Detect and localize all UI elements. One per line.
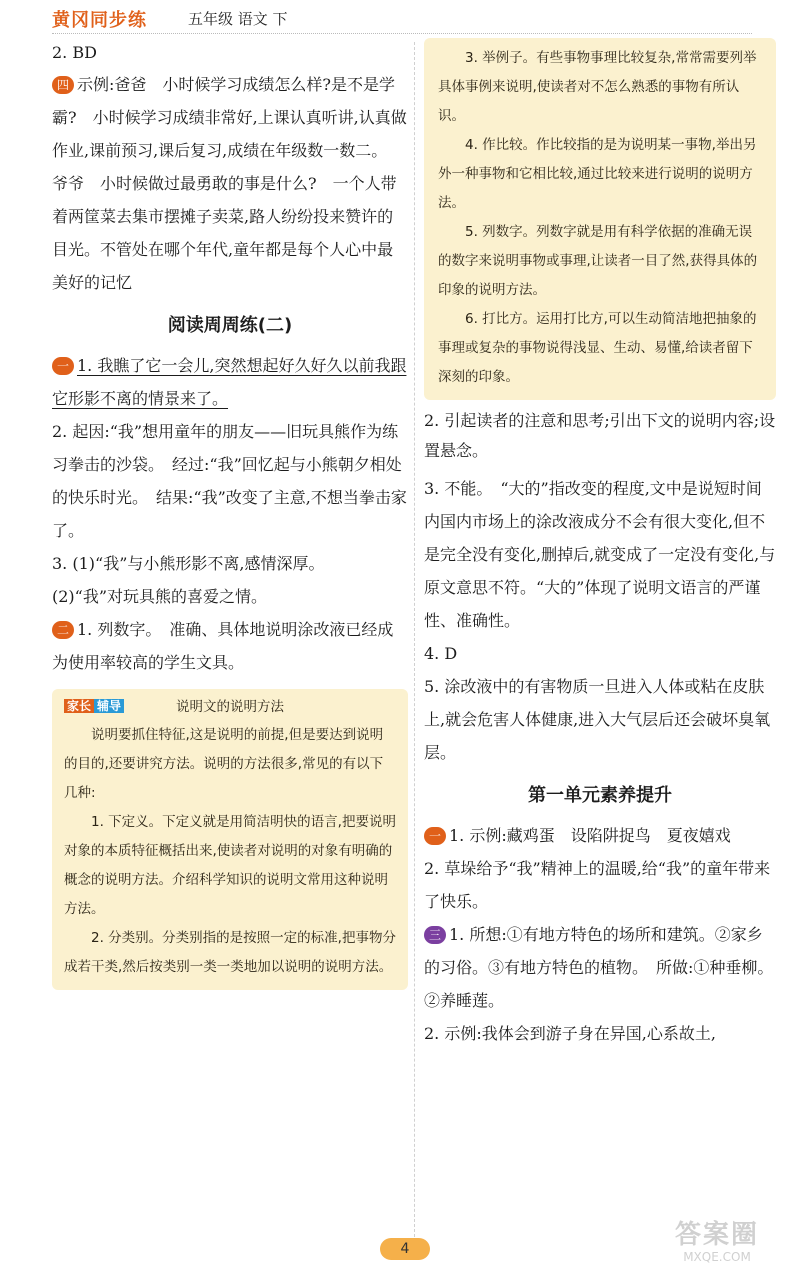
tip-paragraph: 1. 下定义。下定义就是用简洁明快的语言,把要说明对象的本质特征概括出来,使读者对说明的对象有明确的概念的说明方法。介绍科学知识的说明文常用这种说明方法。 [64, 814, 396, 917]
answer-q2: 2. 起因:“我”想用童年的朋友——旧玩具熊作为练习拳击的沙袋。 经过:“我”回忆起与小熊朝夕相处的快乐时光。 结果:“我”改变了主意,不想当拳击家了。 [52, 422, 407, 540]
watermark-domain: MXQE.COM [683, 1250, 751, 1264]
section-badge: 一 [424, 827, 446, 845]
parent-tip-box [52, 689, 408, 990]
section-four [52, 68, 408, 299]
tip-box-header [64, 693, 396, 721]
section-text: 1. 所想:①有地方特色的场所和建筑。②家乡的习俗。③有地方特色的植物。 所做:①种垂柳。②养睡莲。 [424, 925, 774, 1010]
label-part: 辅导 [94, 699, 124, 713]
answer-q4: 4. D [424, 644, 458, 663]
tip-paragraph: 6. 打比方。运用打比方,可以生动简洁地把抽象的事理或复杂的事物说得浅显、生动、易懂,给读者留下深刻的印象。 [438, 311, 757, 385]
tip-paragraph: 5. 列数字。列数字就是用有科学依据的准确无误的数字来说明事物或事理,让读者一目了然,获得具体的印象的说明方法。 [438, 224, 758, 298]
left-column [52, 38, 408, 990]
answer-u3 [424, 918, 776, 1017]
answer-q3a: 3. (1)“我”与小熊形影不离,感情深厚。 [52, 554, 325, 573]
right-column [424, 38, 776, 1050]
label-part: 家长 [64, 699, 94, 713]
section-text: 1. 示例:藏鸡蛋 设陷阱捉鸟 夏夜嬉戏 [449, 826, 731, 845]
answer-u4: 2. 示例:我体会到游子身在异国,心系故土, [424, 1024, 716, 1043]
section-text: 1. 列数字。 准确、具体地说明涂改液已经成为使用率较高的学生文具。 [52, 620, 394, 672]
answer-q2: 2. 引起读者的注意和思考;引出下文的说明内容;设置悬念。 [424, 411, 776, 460]
section-title: 阅读周周练(二) [167, 315, 293, 336]
answer-line: 2. BD [52, 43, 97, 62]
tip-paragraph: 2. 分类别。分类别指的是按照一定的标准,把事物分成若干类,然后按类别一类一类地加以说明的说明方法。 [64, 930, 396, 975]
answer-s2 [52, 613, 408, 679]
answer-q3: 3. 不能。 “大的”指改变的程度,文中是说短时间内国内市场上的涂改液成分不会有很大变化,但不是完全没有变化,删掉后,就变成了一定没有变化,与原文意思不符。“大的”体现了说明文语言的严谨性、准确性。 [424, 479, 776, 630]
section-title: 第一单元素养提升 [528, 785, 672, 806]
tip-paragraph: 说明要抓住特征,这是说明的前提,但是要达到说明的目的,还要讲究方法。说明的方法很多,常见的有以下几种: [64, 727, 384, 801]
brand-title: 黄冈同步练 [52, 10, 147, 31]
tip-paragraph: 3. 举例子。有些事物事理比较复杂,常常需要列举具体事例来说明,使读者对不怎么熟悉的事物有所认识。 [438, 50, 757, 124]
answer-s1 [52, 349, 408, 415]
answer-u1 [424, 819, 776, 852]
column-divider [414, 42, 415, 1252]
section-badge: 三 [424, 926, 446, 944]
header-rule [52, 33, 752, 34]
section-badge: 一 [52, 357, 74, 375]
answer-q5: 5. 涂改液中的有害物质一旦进入人体或粘在皮肤上,就会危害人体健康,进入大气层后还会破坏臭氧层。 [424, 677, 771, 762]
answer-u2: 2. 草垛给予“我”精神上的温暖,给“我”的童年带来了快乐。 [424, 859, 771, 911]
tip-box-continued [424, 38, 776, 400]
section-text: 示例:爸爸 小时候学习成绩怎么样?是不是学霸? 小时候学习成绩非常好,上课认真听讲,认真做作业,课前预习,课后复习,成绩在年级数一数二。 爷爷 小时候做过最勇敢的事是什么? 一个人带着两筐菜去集市摆摊子卖菜,路人纷纷投来赞许的目光。不管处在哪个年代,童年都是每个人心中最美好的记忆 [52, 75, 407, 292]
book-subtitle: 五年级 语文 下 [188, 10, 288, 28]
page-header [0, 0, 810, 38]
underlined-answer: 1. 我瞧了它一会儿,突然想起好久好久以前我跟它形影不离的情景来了。 [52, 356, 407, 408]
tip-paragraph: 4. 作比较。作比较指的是为说明某一事物,举出另外一种事物和它相比较,通过比较来进行说明的说明方法。 [438, 137, 757, 211]
section-badge: 二 [52, 621, 74, 639]
answer-q3b: (2)“我”对玩具熊的喜爱之情。 [52, 587, 268, 606]
tip-box-title: 说明文的说明方法 [176, 699, 284, 715]
site-watermark [642, 1220, 792, 1270]
parent-tip-label [64, 697, 124, 715]
watermark-characters: 答案圈 [674, 1220, 759, 1250]
page-number: 4 [380, 1238, 430, 1260]
section-badge: 四 [52, 76, 74, 94]
